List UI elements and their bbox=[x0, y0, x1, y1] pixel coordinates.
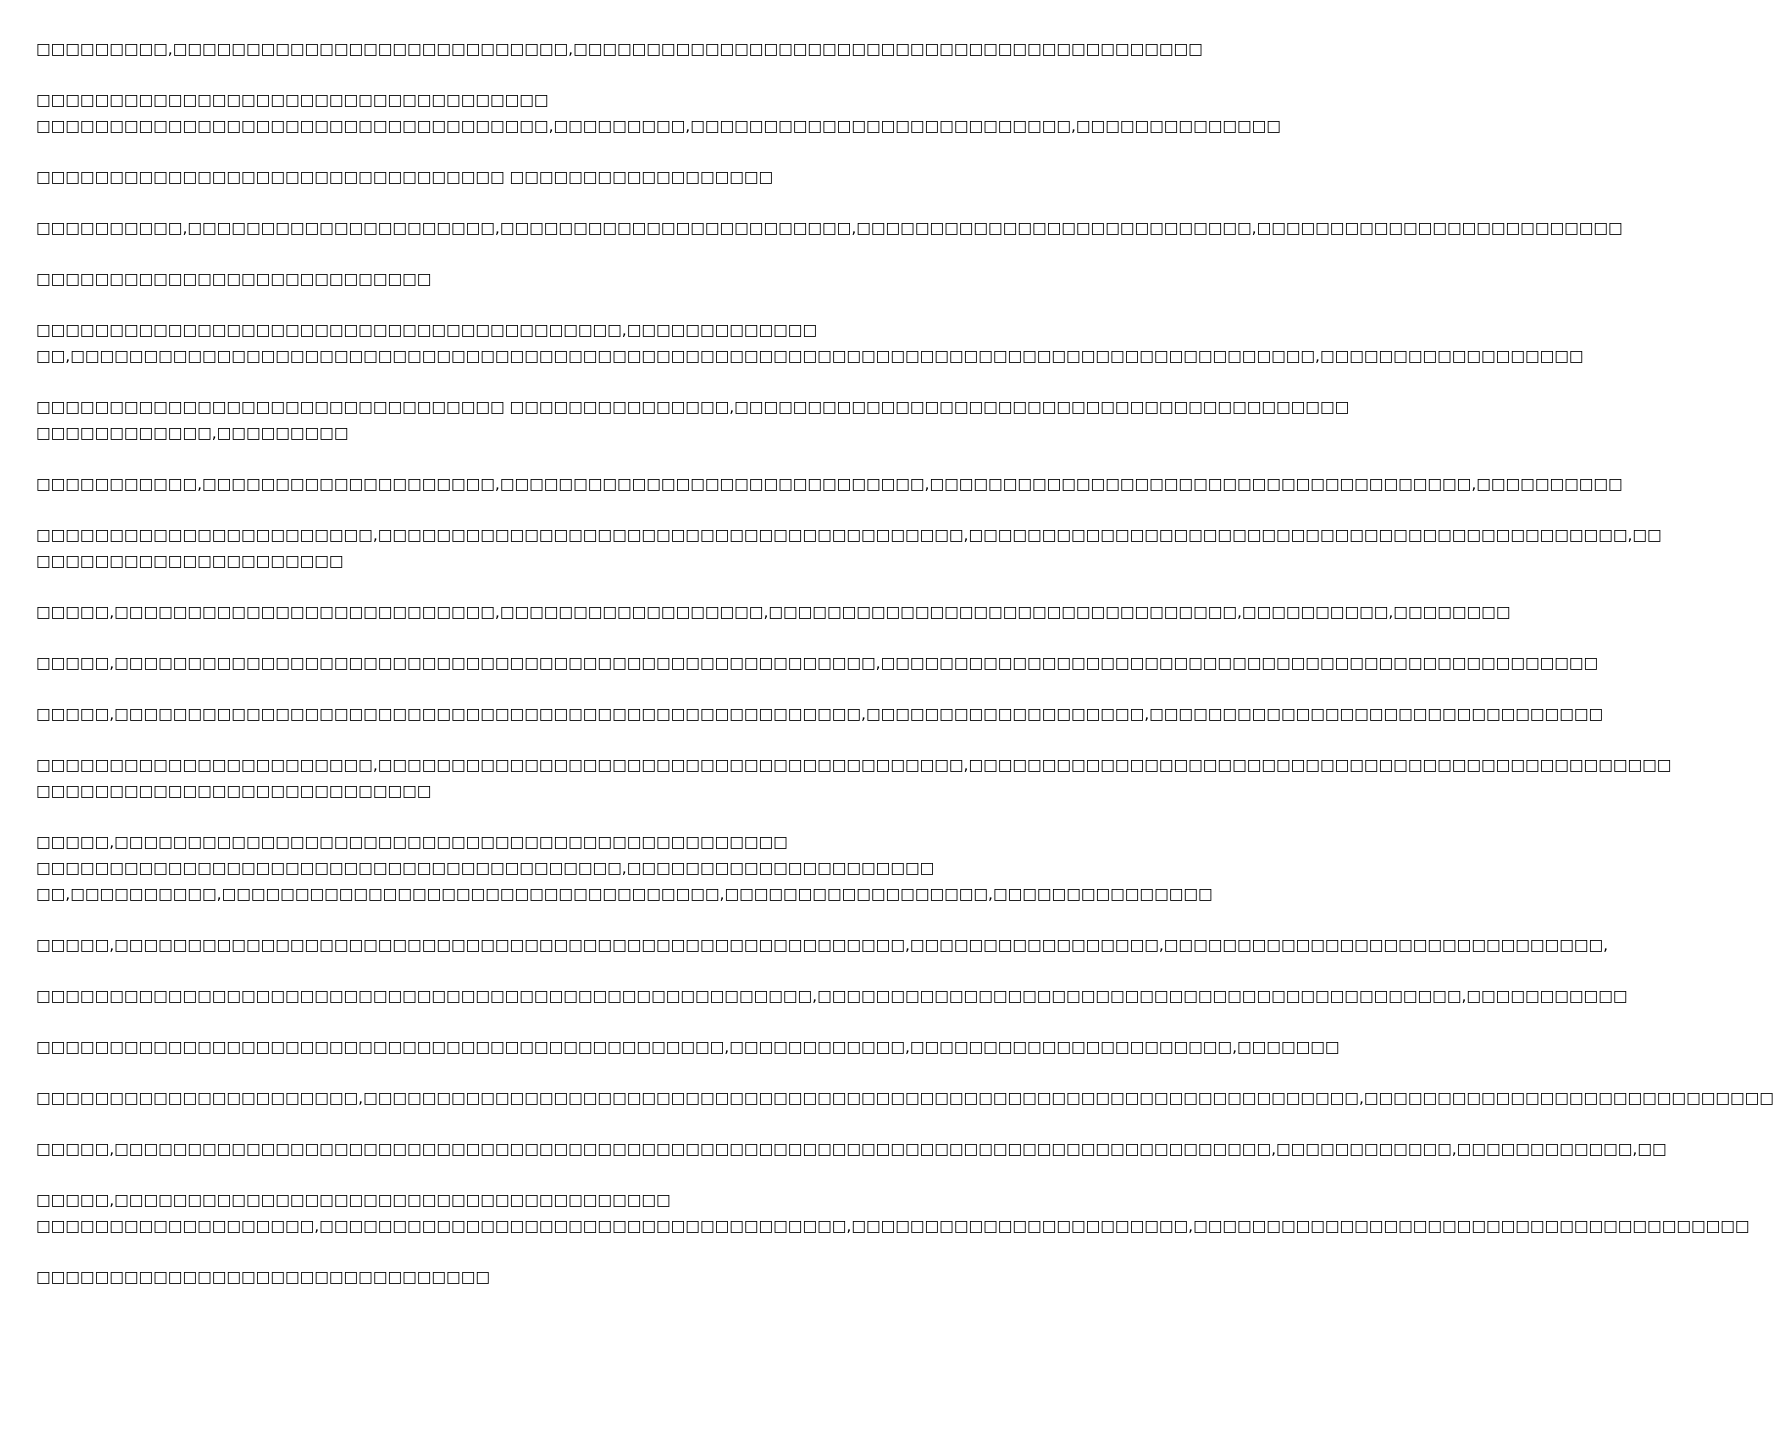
document-paragraph bbox=[36, 752, 1672, 804]
document-paragraph bbox=[36, 983, 1628, 1009]
paragraph-line: □□□□□,□□□□□□□□□□□□□□□□□□□□□□□□□□□□□□□□□□□□□□□□□□□□□□□□□□□□,□□□□□□□□□□□□□□□□□□□□□□□□□□□□□□□□□□□□□□□□□□□□□□□□□ bbox=[36, 654, 1599, 672]
paragraph-line: □□□□□,□□□□□□□□□□□□□□□□□□□□□□□□□□□□□□□□□□□□□□□□□□□□□□□□□□□□□□□□□□□□□□□□□□□□□□□□□□□□□□□,□□□□□□□□□□□□,□□□□□□□□□□□□,□□ bbox=[36, 1140, 1667, 1158]
document-paragraph bbox=[36, 1034, 1340, 1060]
paragraph-line: □□□□□□□□□□□□□□□□□□□□□□□□□□□□□□□□□□□□□□□□,□□□□□□□□□□□□□ bbox=[36, 321, 818, 339]
document-paragraph bbox=[36, 829, 1213, 907]
paragraph-line: □□□□□□□□□□□□□□□□□□□□□□□□□□□□□□□□ □□□□□□□□□□□□□□□,□□□□□□□□□□□□□□□□□□□□□□□□□□□□□□□□□□□□□□□□□□ bbox=[36, 398, 1350, 416]
paragraph-line: □□□□□,□□□□□□□□□□□□□□□□□□□□□□□□□□□□□□□□□□□□□□□□□□□□□□□□□□□,□□□□□□□□□□□□□□□□□□□,□□□□□□□□□□□□□□□□□□□□□□□□□□□□□□□ bbox=[36, 705, 1604, 723]
document-paragraph bbox=[36, 87, 1281, 139]
paragraph-line: □□□□□□□□□□□□□□□□□□□□□□□□□□□ bbox=[36, 270, 432, 288]
paragraph-line: □□□□□□□□□□□□□□□□□□□,□□□□□□□□□□□□□□□□□□□□□□□□□□□□□□□□□□□□,□□□□□□□□□□□□□□□□□□□□□□□,□□□□□□□□□□□□□□□□□□□□□□□□□□□□□□□□□□□□□□ bbox=[36, 1217, 1750, 1235]
paragraph-line: □□□□□,□□□□□□□□□□□□□□□□□□□□□□□□□□□□□□□□□□□□□□ bbox=[36, 1191, 671, 1209]
document-paragraph bbox=[36, 36, 1203, 62]
paragraph-line: □□□□□,□□□□□□□□□□□□□□□□□□□□□□□□□□,□□□□□□□□□□□□□□□□□□,□□□□□□□□□□□□□□□□□□□□□□□□□□□□□□□□,□□□□□□□□□□,□□□□□□□□ bbox=[36, 603, 1511, 621]
paragraph-line: □□□□□□□□□□□□□□□□□□□□□□□□□□□□□□□□□□□,□□□□□□□□□,□□□□□□□□□□□□□□□□□□□□□□□□□□,□□□□□□□□□□□□□□ bbox=[36, 117, 1281, 135]
paragraph-line: □□□□□□□□□□□□□□□□□□□□□□□□□□□□□□□□□□□□□□□□,□□□□□□□□□□□□□□□□□□□□□ bbox=[36, 859, 935, 877]
paragraph-line: □□□□□□□□□□□□□□□□□□□□□ bbox=[36, 552, 344, 570]
paragraph-line: □□□□□□□□□□□□□□□□□□□□□□□□□□□□□□□ bbox=[36, 1268, 490, 1286]
document-paragraph bbox=[36, 266, 990, 292]
paragraph-line: □□□□□,□□□□□□□□□□□□□□□□□□□□□□□□□□□□□□□□□□□□□□□□□□□□□□ bbox=[36, 833, 788, 851]
paragraph-line: □□□□□□□□□□,□□□□□□□□□□□□□□□□□□□□□,□□□□□□□□□□□□□□□□□□□□□□□□,□□□□□□□□□□□□□□□□□□□□□□□□□□□,□□□□□□□□□□□□□□□□□□□□□□□□□ bbox=[36, 219, 1623, 237]
paragraph-line: □□□□□□□□□,□□□□□□□□□□□□□□□□□□□□□□□□□□□,□□□□□□□□□□□□□□□□□□□□□□□□□□□□□□□□□□□□□□□□□□□ bbox=[36, 40, 1203, 58]
paragraph-line: □□,□□□□□□□□□□,□□□□□□□□□□□□□□□□□□□□□□□□□□□□□□□□□□,□□□□□□□□□□□□□□□□□□,□□□□□□□□□□□□□□□ bbox=[36, 885, 1213, 903]
paragraph-line: □□□□□□□□□□□□□□□□□□□□□□□□□□□□□□□□ □□□□□□□□□□□□□□□□□□ bbox=[36, 168, 774, 186]
document-paragraph bbox=[36, 932, 1609, 958]
document-paragraph bbox=[36, 471, 1623, 497]
document-page bbox=[36, 36, 1774, 1426]
document-paragraph bbox=[36, 1136, 1667, 1162]
document-paragraph bbox=[36, 394, 1350, 446]
paragraph-line: □□□□□□□□□□□□□□□□□□□□□□□,□□□□□□□□□□□□□□□□□□□□□□□□□□□□□□□□□□□□□□□□,□□□□□□□□□□□□□□□□□□□□□□□□□□□□□□□□□□□□□□□□□□□□□,□□ bbox=[36, 526, 1662, 544]
paragraph-line: □□□□□□□□□□□□□□□□□□□□□□,□□□□□□□□□□□□□□□□□□□□□□□□□□□□□□□□□□□□□□□□□□□□□□□□□□□□□□□□□□□□□□□□□□□□,□□□□□□□□□□□□□□□□□□□□□□□□□□□□ bbox=[36, 1089, 1774, 1107]
paragraph-line: □□□□□□□□□□□□□□□□□□□□□□□□□□□□□□□□□□□ bbox=[36, 91, 549, 109]
document-paragraph bbox=[36, 215, 1623, 241]
paragraph-line: □□□□□□□□□□□,□□□□□□□□□□□□□□□□□□□□,□□□□□□□□□□□□□□□□□□□□□□□□□□□□□,□□□□□□□□□□□□□□□□□□□□□□□□□□□□□□□□□□□□□,□□□□□□□□□□ bbox=[36, 475, 1623, 493]
paragraph-line: □□□□□□□□□□□□□□□□□□□□□□□□□□□□□□□□□□□□□□□□□□□□□□□,□□□□□□□□□□□□,□□□□□□□□□□□□□□□□□□□□□□,□□□□□□□ bbox=[36, 1038, 1340, 1056]
document-paragraph bbox=[36, 317, 1584, 369]
paragraph-line: □□□□□□□□□□□□□□□□□□□□□□□□□□□ bbox=[36, 782, 432, 800]
document-paragraph bbox=[36, 522, 1662, 574]
paragraph-line: □□□□□□□□□□□□,□□□□□□□□□ bbox=[36, 424, 349, 442]
paragraph-line: □□□□□,□□□□□□□□□□□□□□□□□□□□□□□□□□□□□□□□□□□□□□□□□□□□□□□□□□□□□□,□□□□□□□□□□□□□□□□□,□□□□□□□□□□□□□□□□□□□□□□□□□□□□□□, bbox=[36, 936, 1609, 954]
document-paragraph bbox=[36, 1187, 1750, 1239]
paragraph-line: □□□□□□□□□□□□□□□□□□□□□□□□□□□□□□□□□□□□□□□□□□□□□□□□□□□□□,□□□□□□□□□□□□□□□□□□□□□□□□□□□□□□□□□□□□□□□□□□□□,□□□□□□□□□□□ bbox=[36, 987, 1628, 1005]
document-paragraph bbox=[36, 599, 1511, 625]
document-paragraph bbox=[36, 701, 1604, 727]
document-paragraph bbox=[36, 650, 1599, 676]
paragraph-line: □□□□□□□□□□□□□□□□□□□□□□□,□□□□□□□□□□□□□□□□□□□□□□□□□□□□□□□□□□□□□□□□,□□□□□□□□□□□□□□□□□□□□□□□□□□□□□□□□□□□□□□□□□□□□□□□□ bbox=[36, 756, 1672, 774]
document-paragraph bbox=[36, 1264, 990, 1290]
paragraph-line: □□,□□□□□□□□□□□□□□□□□□□□□□□□□□□□□□□□□□□□□□□□□□□□□□□□□□□□□□□□□□□□□□□□□□□□□□□□□□□□□□□□□□□□□,□□□□□□□□□□□□□□□□□□ bbox=[36, 347, 1584, 365]
document-paragraph bbox=[36, 164, 990, 190]
document-paragraph bbox=[36, 1085, 1774, 1111]
